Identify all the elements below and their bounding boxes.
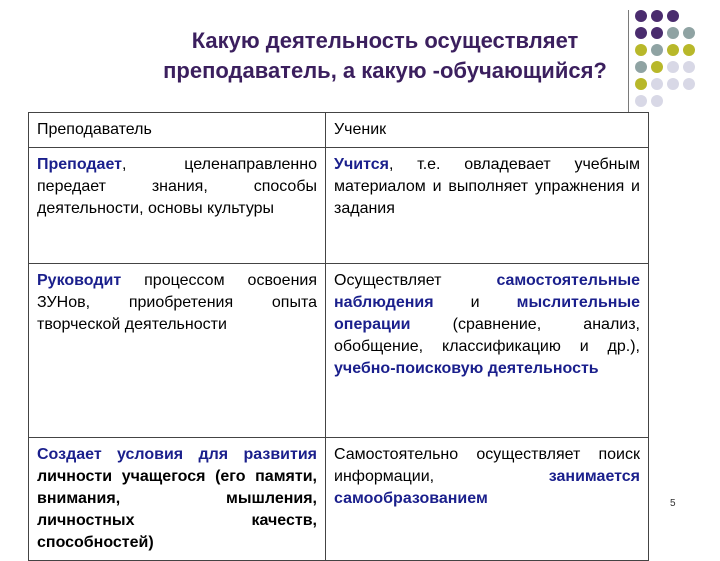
slide-title: Какую деятельность осуществляет преподаватель, а какую -обучающийся? — [163, 28, 607, 83]
cell-text: , целенаправленно передает знания, способы деятельности, основы культуры — [37, 156, 317, 217]
cell-text: (сравнение, анализ, обобщение, классификацию и др.), — [334, 316, 640, 355]
decor-dot — [667, 95, 679, 107]
teacher-cell — [29, 148, 326, 264]
decor-dot — [667, 10, 679, 22]
decor-dot — [651, 27, 663, 39]
cell-text: Самостоятельно осуществляет поиск информации, — [334, 446, 640, 485]
cell-text: Осуществляет — [334, 272, 497, 289]
decor-dot — [651, 61, 663, 73]
decor-dot — [651, 10, 663, 22]
table-row — [29, 264, 649, 438]
decor-dot — [635, 61, 647, 73]
decor-dot — [667, 27, 679, 39]
highlighted-text: занимается самообразованием — [334, 468, 640, 507]
highlighted-text: мыслительные операции — [334, 294, 640, 333]
decor-dot-grid — [635, 10, 696, 108]
highlighted-text: Учится — [334, 156, 389, 173]
decor-dot — [635, 10, 647, 22]
decor-dot — [683, 78, 695, 90]
decor-dot — [635, 44, 647, 56]
decor-dot — [667, 78, 679, 90]
header-teacher: Преподаватель — [29, 113, 326, 148]
decor-dot — [635, 27, 647, 39]
decor-dot — [683, 95, 695, 107]
decor-dot — [635, 78, 647, 90]
decor-dot — [635, 95, 647, 107]
decor-dot — [651, 78, 663, 90]
header-student: Ученик — [326, 113, 649, 148]
cell-text: и — [433, 294, 517, 311]
student-cell — [326, 438, 649, 561]
decor-dot — [683, 61, 695, 73]
student-cell — [326, 148, 649, 264]
cell-text: , т.е. овладевает учебным материалом и выполняет упражнения и задания — [334, 156, 640, 217]
highlighted-text: Руководит — [37, 272, 122, 289]
highlighted-text: Преподает — [37, 156, 122, 173]
table-row — [29, 148, 649, 264]
decor-dot — [667, 61, 679, 73]
decor-dot — [667, 44, 679, 56]
decor-dot — [651, 44, 663, 56]
activities-table — [28, 112, 649, 561]
highlighted-text: учебно-поисковую деятельность — [334, 360, 599, 377]
cell-text: личности учащегося (его памяти, внимания, мышления, личностных качеств, способностей) — [37, 468, 317, 551]
decor-dot — [683, 10, 695, 22]
table-row — [29, 438, 649, 561]
highlighted-text: самостоятельные наблюдения — [334, 272, 640, 311]
cell-text: процессом освоения ЗУНов, приобретения опыта творческой деятельности — [37, 272, 317, 333]
teacher-cell — [29, 264, 326, 438]
teacher-cell — [29, 438, 326, 561]
highlighted-text: Создает условия для развития — [37, 446, 317, 463]
student-cell — [326, 264, 649, 438]
table-header-row — [29, 113, 649, 148]
decor-dot — [683, 44, 695, 56]
decor-dot — [651, 95, 663, 107]
page-number: 5 — [670, 498, 676, 509]
decor-dot — [683, 27, 695, 39]
